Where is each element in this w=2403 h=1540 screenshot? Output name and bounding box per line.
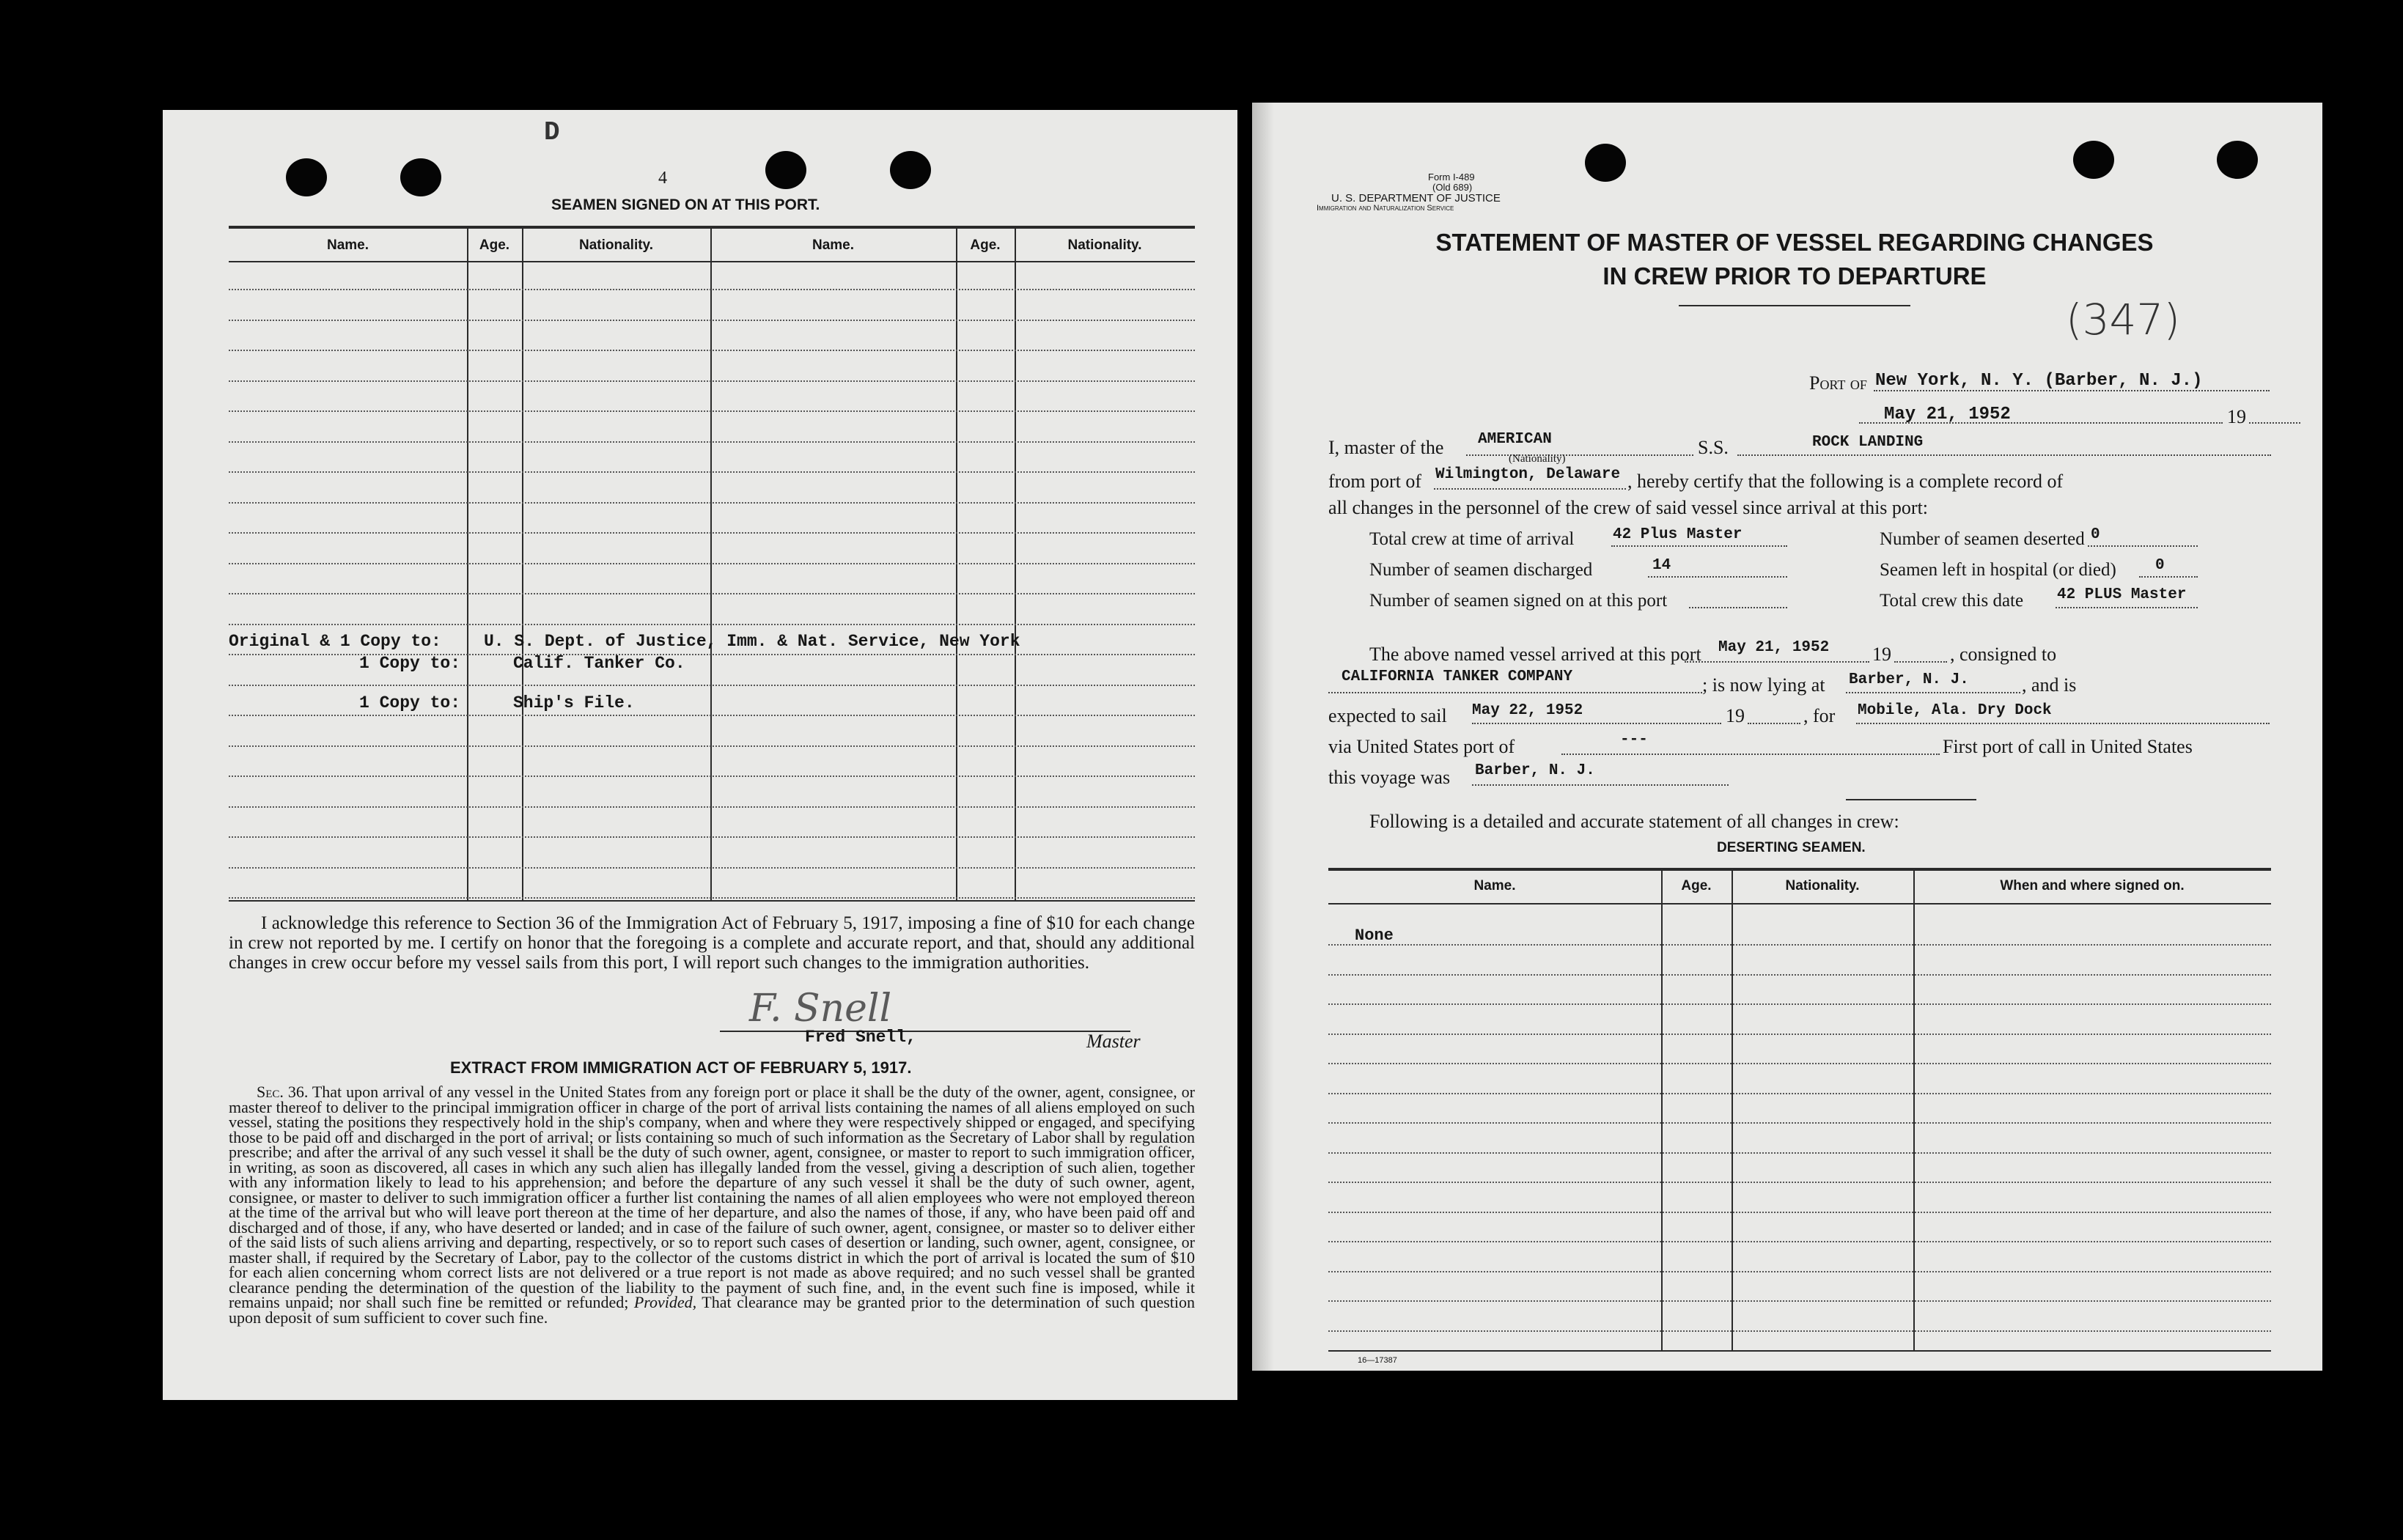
total-crew-date-value: 42 PLUS Master [2057,586,2187,603]
header-nationality: Nationality. [1067,237,1142,253]
row-rule [1328,1271,2271,1272]
deserting-table-top-rule [1328,868,2271,871]
right-page [1252,103,2322,1371]
signed-on-label: Number of seamen signed on at this port [1369,591,1668,611]
punch-hole [2217,141,2258,179]
row-rule [229,624,1195,625]
vessel-name: ROCK LANDING [1812,434,1924,451]
and-is-label: , and is [2022,674,2077,696]
form-title-line1: STATEMENT OF MASTER OF VESSEL REGARDING CHANGES [1435,229,2154,256]
title-underline [1679,305,1910,306]
row-rule [229,836,1195,838]
punch-hole [286,158,327,196]
extract-text [229,1085,1195,1325]
row-rule [229,410,1195,412]
row-rule [229,532,1195,534]
distribution-value: Calif. Tanker Co. [513,654,685,673]
port-value: New York, N. Y. (Barber, N. J.) [1875,371,2203,391]
port-label: Port of [1809,372,1867,394]
row-rule [1328,974,2271,976]
department-name: U. S. DEPARTMENT OF JUSTICE [1331,192,1501,205]
handwritten-file-number: (347) [2066,295,2180,345]
deserting-table-header-rule [1328,903,2271,905]
handwritten-marking: D [544,117,560,147]
total-crew-date-line [2056,607,2198,608]
expected-line [1472,723,1721,724]
signed-on-line [1689,607,1787,608]
hospital-label: Seamen left in hospital (or died) [1880,560,2116,580]
row-rule [229,593,1195,594]
row-rule [1328,1330,2271,1332]
header-age: Age. [970,237,1001,253]
lying-line [1846,692,2020,693]
discharged-value: 14 [1652,557,1671,574]
from-port-field-line [1434,488,1626,490]
total-crew-arrival-label: Total crew at time of arrival [1369,529,1575,549]
service-name: Immigration and Naturalization Service [1317,204,1454,213]
nationality-field-line [1466,454,1693,456]
from-port-label: from port of [1328,471,1422,492]
row-rule [1328,1122,2271,1124]
page-number: 4 [658,169,667,188]
discharged-label: Number of seamen discharged [1369,560,1593,580]
certify-text: , hereby certify that the following is a complete record of [1627,471,2064,492]
deserted-value: 0 [2091,526,2100,543]
row-rule [229,806,1195,808]
row-rule [1328,1034,2271,1035]
punch-hole [1585,144,1626,182]
for-label: , for [1803,705,1836,726]
header-nationality: Nationality. [1785,878,1860,894]
form-title-line2: IN CREW PRIOR TO DEPARTURE [1602,262,1987,290]
hospital-value: 0 [2155,557,2165,574]
punch-hole [2073,141,2114,179]
row-rule [229,380,1195,382]
row-rule [1328,1300,2271,1302]
arrived-label: The above named vessel arrived at this port [1369,644,1701,665]
voyage-value: Barber, N. J. [1475,762,1595,779]
nationality-caption: (Nationality) [1509,453,1566,465]
punch-hole [400,158,441,196]
expected-year-line [1748,723,1800,724]
via-line [1561,754,1940,755]
table-top-rule [229,226,1195,229]
expected-value: May 22, 1952 [1472,702,1583,719]
section-title: SEAMEN SIGNED ON AT THIS PORT. [551,196,820,213]
following-text: Following is a detailed and accurate statement of all changes in crew: [1369,811,1899,832]
arrived-value: May 21, 1952 [1718,639,1830,656]
print-code: 16—17387 [1358,1356,1397,1365]
table-bottom-rule [229,900,1195,902]
row-rule [229,471,1195,473]
header-signed-on: When and where signed on. [2000,878,2185,894]
signer-name: Fred Snell, [805,1028,916,1047]
consigned-label: , consigned to [1950,644,2057,665]
from-port-value: Wilmington, Delaware [1435,466,1621,483]
year-prefix: 19 [2227,406,2246,427]
row-rule [229,897,1195,899]
column-divider [1732,868,1733,1350]
distribution-label: 1 Copy to: [359,654,461,673]
lying-value: Barber, N. J. [1849,671,1969,688]
header-name: Name. [1473,878,1516,894]
row-rule [229,502,1195,504]
form-number: Form I-489 [1428,172,1475,183]
row-rule [229,350,1195,351]
row-rule [1328,1003,2271,1005]
header-age: Age. [479,237,510,253]
row-rule [229,289,1195,290]
row-rule [229,685,1195,686]
voyage-label: this voyage was [1328,767,1451,788]
voyage-line [1472,784,1729,786]
column-divider [1913,868,1915,1350]
row-rule [229,867,1195,869]
master-signature: F. Snell [749,987,892,1031]
destination-value: Mobile, Ala. Dry Dock [1858,702,2052,719]
row-rule [229,441,1195,443]
deserting-title: DESERTING SEAMEN. [1717,840,1866,855]
hospital-line [2139,576,2198,578]
distribution-value: Ship's File. [513,693,635,712]
acknowledgement-text: I acknowledge this reference to Section 36 of the Immigration Act of February 5, 1917, imposing a fine of $10 for each change in crew not reported by me. I certify on honor that the foregoing is a complete and accurate report, and that, should any additional changes in crew occur before my vessel sails from this port, I will report such changes to the immigration authorities. [229,913,1195,973]
distribution-label: 1 Copy to: [359,693,461,712]
row-rule [1328,1241,2271,1242]
row-rule [229,563,1195,564]
first-entry: None [1355,926,1394,945]
row-rule [1328,944,2271,946]
consignee-value: CALIFORNIA TANKER COMPANY [1342,668,1573,685]
punch-hole [765,151,806,189]
nationality-value: AMERICAN [1478,431,1552,448]
deserting-table-bottom-rule [1328,1350,2271,1352]
header-age: Age. [1681,878,1712,894]
left-page [163,110,1237,1400]
extract-proviso: Provided, [633,1293,697,1311]
column-divider [1661,868,1663,1350]
ss-label: S.S. [1698,437,1729,458]
year-field-line [2249,422,2300,424]
lying-label: ; is now lying at [1702,674,1825,696]
short-rule [1846,799,1976,800]
via-value: --- [1620,732,1648,748]
master-label: Master [1086,1031,1141,1052]
master-of-label: I, master of the [1328,437,1444,458]
row-rule [229,715,1195,716]
extract-body: That upon arrival of any vessel in the United States from any foreign port or place it shall be the duty of the owner, agent, consignee, or master thereof to deliver to the principal immigration officer in charge of the port of arrival lists containing the names of all aliens employed on such vessel, stating the positions they respectively hold in the ship's company, when and where they were respectively shipped or engaged, and specifying those to be paid off and discharged in the port of arrival; or lists containing so much of such information as the Secretary of Labor shall by regulation prescribe; and after the arrival of any such vessel it shall be the duty of such owner, agent, consignee, or master to report to such immigration officer, in writing, as soon as discovered, all cases in which any such alien has illegally landed from the vessel, giving a description of such alien, together with any information likely to lead to his apprehension; and before the departure of any such vessel it shall be the duty of such owner, agent, consignee, or master to deliver to such immigration officer a further list containing the names of all alien employees who were not employed thereon at the time of the arrival but who will leave port thereon at the time of her departure, and also the names of those, if any, who have been paid off and discharged and of those, if any, who have deserted or landed; and in case of the failure of such owner, agent, consignee, or master so to deliver either of the said lists of such aliens arriving and departing, respectively, or so to report such cases of desertion or landing, such owner, agent, consignee, or master shall, if required by the Secretary of Labor, pay to the collector of the customs district in which the port of arrival is located the sum of $10 for each alien concerning whom correct lists are not delivered or a true report is not made as above required; and no such vessel shall be granted clearance pending the determination of the question of the liability to the payment of such fine, and, in the event such fine is imposed, while it remains unpaid; nor shall such fine be remitted or refunded; [229,1083,1195,1311]
row-rule [229,745,1195,747]
extract-title: EXTRACT FROM IMMIGRATION ACT OF FEBRUARY 5, 1917. [450,1058,912,1077]
header-nationality: Nationality. [579,237,653,253]
destination-line [1856,723,2270,724]
punch-hole [890,151,931,189]
row-rule [1328,1152,2271,1154]
row-rule [1328,1212,2271,1213]
fold-shadow [1252,103,1274,1371]
total-crew-arrival-line [1611,545,1787,547]
row-rule [229,320,1195,321]
header-name: Name. [812,237,855,253]
table-header-rule [229,261,1195,262]
changes-line: all changes in the personnel of the crew of said vessel since arrival at this port: [1328,497,1929,518]
arrived-line [1685,661,1869,663]
deserted-label: Number of seamen deserted [1880,529,2085,549]
distribution-value: U. S. Dept. of Justice, Imm. & Nat. Service, New York [484,632,1020,651]
row-rule [1328,1182,2271,1183]
arrived-year-prefix: 19 [1872,644,1891,665]
date-value: May 21, 1952 [1884,405,2011,424]
form-old-number: (Old 689) [1432,182,1473,193]
row-rule [229,775,1195,777]
arrived-year-line [1894,661,1947,663]
deserted-line [2088,545,2198,547]
total-crew-arrival-value: 42 Plus Master [1613,526,1743,543]
row-rule [1328,1093,2271,1094]
discharged-line [1648,576,1787,578]
extract-tail: That clearance may be granted prior to the determination of such question upon deposit of sum sufficient to cover such fine. [229,1293,1196,1327]
distribution-label: Original & 1 Copy to: [229,632,441,651]
via-label: via United States port of [1328,736,1515,757]
consignee-line [1328,692,1702,693]
first-port-label: First port of call in United States [1943,736,2193,757]
expected-label: expected to sail [1328,705,1447,726]
total-crew-date-label: Total crew this date [1880,591,2024,611]
row-rule [1328,1063,2271,1064]
expected-year-prefix: 19 [1726,705,1745,726]
signature-line [720,1031,1130,1032]
vessel-field-line [1737,454,2271,456]
header-name: Name. [326,237,369,253]
extract-section: Sec. 36. [257,1083,309,1101]
